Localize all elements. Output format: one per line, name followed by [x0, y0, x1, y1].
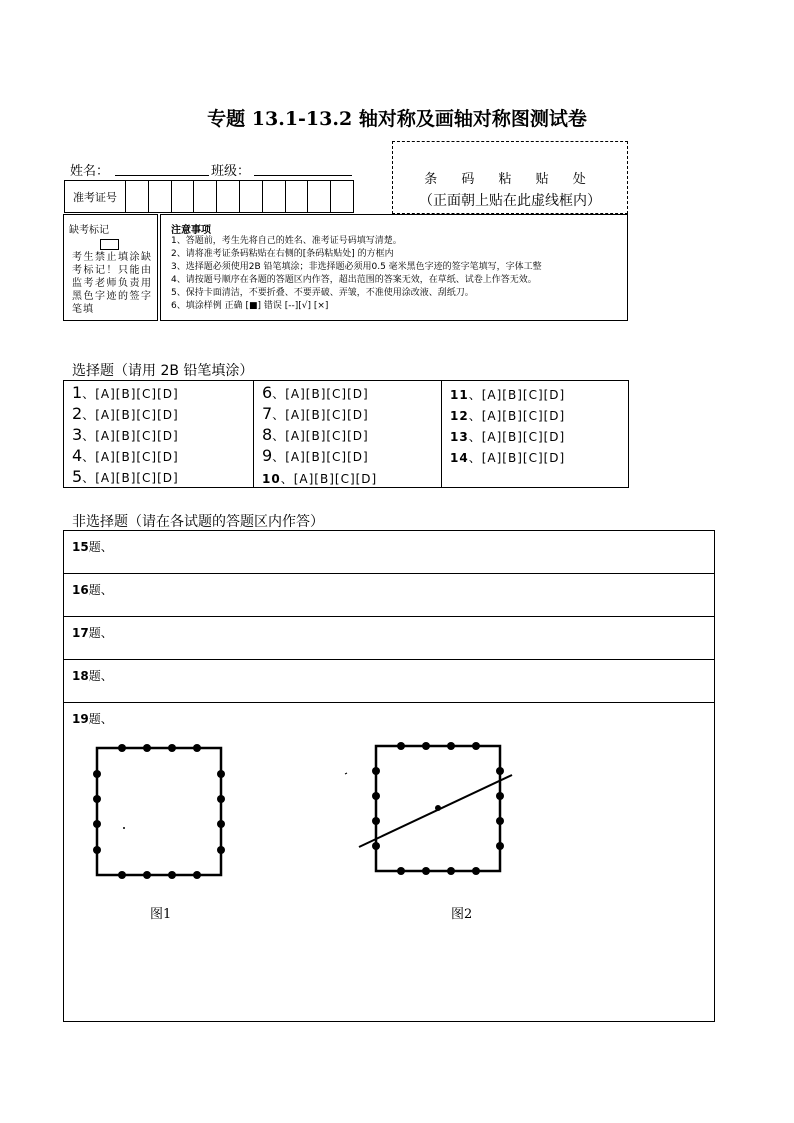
dot: [217, 820, 225, 828]
notice-item: 4、请按题号顺序在各题的答题区内作答，超出范围的答案无效，在草纸、试卷上作答无效。: [171, 275, 537, 285]
dot: [118, 744, 126, 752]
dot: [118, 871, 126, 879]
dot: [397, 742, 405, 750]
dot: [397, 867, 405, 875]
dot: [447, 742, 455, 750]
dot: [496, 792, 504, 800]
choice-question[interactable]: 14、[A][B][C][D]: [450, 451, 566, 465]
notice-item: 6、填涂样例 正确 [■] 错误 [--][√] [×]: [171, 301, 329, 311]
figure-1: [93, 744, 225, 879]
figure-1-square: [97, 748, 221, 875]
dot: [422, 867, 430, 875]
notice-item: 5、保持卡面清洁，不要折叠、不要弄破、弄皱，不准使用涂改液、刮纸刀。: [171, 288, 474, 298]
question-label: 15题、: [72, 540, 113, 554]
dot: [168, 744, 176, 752]
figure-2-dots: [372, 742, 504, 875]
absent-mark-text: 考生禁止填涂缺考标记！只能由监考老师负责用黑色字迹的签字笔填: [72, 252, 152, 315]
figure-2-label: 图2: [451, 907, 473, 922]
choice-question[interactable]: 13、[A][B][C][D]: [450, 430, 566, 444]
dot: [372, 792, 380, 800]
exam-number-label: 准考证号: [65, 181, 126, 212]
dot: [372, 842, 380, 850]
notice-item: 3、选择题必须使用2B 铅笔填涂；非选择题必须用0.5 毫米黑色字迹的签字笔填写，字体工整: [171, 262, 542, 272]
dot: [447, 867, 455, 875]
dot: [372, 767, 380, 775]
dot: [472, 742, 480, 750]
dot: [143, 744, 151, 752]
dot: [193, 744, 201, 752]
dot: [217, 770, 225, 778]
dot: [143, 871, 151, 879]
dot: [93, 846, 101, 854]
dot: [193, 871, 201, 879]
choice-question[interactable]: 2、[A][B][C][D]: [72, 404, 179, 423]
choice-question[interactable]: 6、[A][B][C][D]: [262, 383, 369, 402]
choice-question[interactable]: 10、[A][B][C][D]: [262, 472, 378, 486]
choice-question[interactable]: 3、[A][B][C][D]: [72, 425, 179, 444]
question-label: 17题、: [72, 626, 113, 640]
dot: [123, 827, 125, 829]
dot: [217, 795, 225, 803]
choice-question[interactable]: 5、[A][B][C][D]: [72, 467, 179, 486]
page-title: 专题 13.1-13.2 轴对称及画轴对称图测试卷: [207, 108, 587, 130]
question-label: 19题、: [72, 712, 113, 726]
question-label: 18题、: [72, 669, 113, 683]
dot: [217, 846, 225, 854]
figure-2-mark: [345, 773, 347, 774]
barcode-hint: （正面朝上贴在此虚线框内）: [419, 193, 601, 209]
barcode-title: 条 码 粘 贴 处: [424, 172, 596, 187]
dot: [93, 770, 101, 778]
question-label: 16题、: [72, 583, 113, 597]
dot: [93, 795, 101, 803]
choice-question[interactable]: 9、[A][B][C][D]: [262, 446, 369, 465]
dot: [472, 867, 480, 875]
notice-item: 2、请将准考证条码粘贴在右侧的[条码粘贴处] 的方框内: [171, 249, 394, 259]
dot: [422, 742, 430, 750]
choice-section-title: 选择题（请用 2B 铅笔填涂）: [72, 363, 254, 379]
dot: [168, 871, 176, 879]
class-label: 班级：: [211, 164, 251, 179]
choice-question[interactable]: 7、[A][B][C][D]: [262, 404, 369, 423]
notice-item: 1、答题前，考生先将自己的姓名、准考证号码填写清楚。: [171, 236, 402, 246]
choice-question[interactable]: 4、[A][B][C][D]: [72, 446, 179, 465]
name-label: 姓名：: [70, 164, 110, 179]
dot: [496, 817, 504, 825]
figure-1-label: 图1: [150, 907, 172, 922]
figure-2-symmetry-line: [359, 775, 512, 847]
figure-1-dots: [93, 744, 225, 879]
notice-title: 注意事项: [171, 225, 211, 236]
choice-question[interactable]: 8、[A][B][C][D]: [262, 425, 369, 444]
absent-mark-title: 缺考标记: [69, 225, 109, 236]
nonchoice-section-title: 非选择题（请在各试题的答题区内作答）: [72, 514, 324, 530]
dot: [496, 842, 504, 850]
dot: [372, 817, 380, 825]
dot: [496, 767, 504, 775]
dot: [93, 820, 101, 828]
choice-question[interactable]: 12、[A][B][C][D]: [450, 409, 566, 423]
figure-2: [345, 742, 512, 875]
choice-question[interactable]: 11、[A][B][C][D]: [450, 388, 566, 402]
choice-question[interactable]: 1、[A][B][C][D]: [72, 383, 179, 402]
